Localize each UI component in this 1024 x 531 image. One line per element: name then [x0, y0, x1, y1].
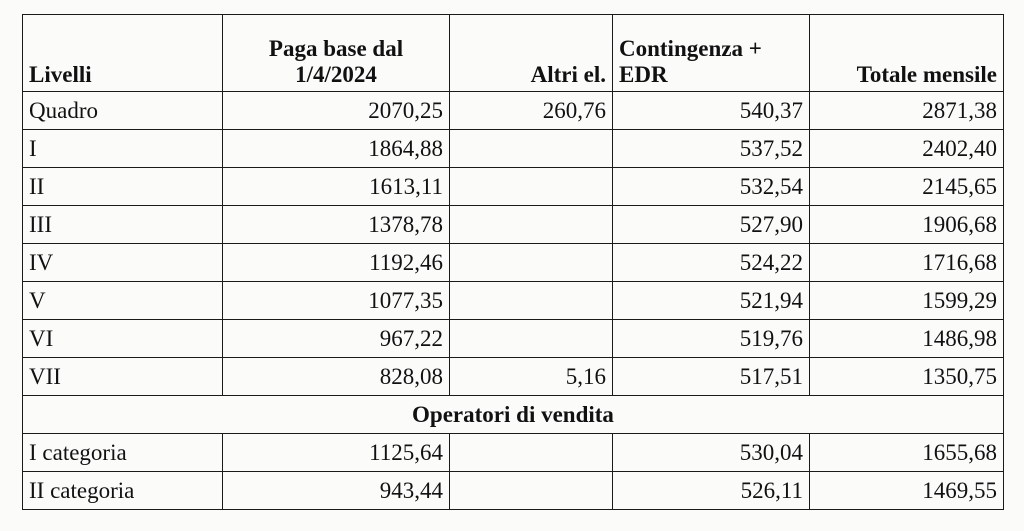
cell-contingenza: 540,37 [613, 92, 810, 130]
cell-totale: 1906,68 [810, 206, 1004, 244]
cell-paga: 1192,46 [223, 244, 450, 282]
cell-altri [450, 244, 613, 282]
cell-totale: 2871,38 [810, 92, 1004, 130]
table-row [23, 282, 1004, 320]
cell-altri [450, 168, 613, 206]
cell-totale: 1469,55 [810, 472, 1004, 510]
header-contingenza [613, 15, 810, 92]
table-row [23, 130, 1004, 168]
cell-totale: 1350,75 [810, 358, 1004, 396]
cell-totale: 1599,29 [810, 282, 1004, 320]
cell-livello: II [23, 168, 223, 206]
table-row [23, 92, 1004, 130]
cell-paga: 828,08 [223, 358, 450, 396]
section-row [23, 396, 1004, 434]
table-row [23, 244, 1004, 282]
cell-paga: 1077,35 [223, 282, 450, 320]
cell-livello: Quadro [23, 92, 223, 130]
table-row [23, 358, 1004, 396]
header-paga-base [223, 15, 450, 92]
cell-contingenza: 527,90 [613, 206, 810, 244]
cell-livello: VII [23, 358, 223, 396]
cell-livello: I categoria [23, 434, 223, 472]
cell-contingenza: 530,04 [613, 434, 810, 472]
header-paga-line2: 1/4/2024 [295, 61, 377, 87]
table-row [23, 168, 1004, 206]
cell-totale: 2402,40 [810, 130, 1004, 168]
cell-contingenza: 537,52 [613, 130, 810, 168]
cell-livello: V [23, 282, 223, 320]
cell-totale: 1655,68 [810, 434, 1004, 472]
cell-contingenza: 517,51 [613, 358, 810, 396]
header-totale: Totale mensile [810, 15, 1004, 92]
section-title: Operatori di vendita [23, 396, 1004, 434]
cell-paga: 2070,25 [223, 92, 450, 130]
header-cont-line1: Contingenza + [619, 36, 762, 62]
cell-paga: 1125,64 [223, 434, 450, 472]
cell-paga: 1378,78 [223, 206, 450, 244]
cell-altri [450, 282, 613, 320]
cell-livello: I [23, 130, 223, 168]
header-paga-line1: Paga base dal [268, 36, 404, 62]
cell-totale: 1486,98 [810, 320, 1004, 358]
cell-contingenza: 524,22 [613, 244, 810, 282]
cell-paga: 967,22 [223, 320, 450, 358]
cell-contingenza: 521,94 [613, 282, 810, 320]
header-altri: Altri el. [450, 15, 613, 92]
cell-livello: VI [23, 320, 223, 358]
cell-altri [450, 130, 613, 168]
cell-paga: 1864,88 [223, 130, 450, 168]
cell-contingenza: 532,54 [613, 168, 810, 206]
cell-paga: 943,44 [223, 472, 450, 510]
cell-altri [450, 472, 613, 510]
salary-table [22, 14, 1004, 510]
cell-altri [450, 320, 613, 358]
header-row [23, 15, 1004, 92]
cell-livello: III [23, 206, 223, 244]
cell-totale: 2145,65 [810, 168, 1004, 206]
cell-contingenza: 526,11 [613, 472, 810, 510]
cell-altri [450, 206, 613, 244]
table-row [23, 434, 1004, 472]
cell-altri: 260,76 [450, 92, 613, 130]
cell-livello: II categoria [23, 472, 223, 510]
cell-paga: 1613,11 [223, 168, 450, 206]
cell-altri: 5,16 [450, 358, 613, 396]
cell-livello: IV [23, 244, 223, 282]
table-row [23, 206, 1004, 244]
cell-contingenza: 519,76 [613, 320, 810, 358]
cell-altri [450, 434, 613, 472]
header-cont-line2: EDR [619, 61, 668, 87]
table-row [23, 320, 1004, 358]
header-livelli: Livelli [23, 15, 223, 92]
table-row [23, 472, 1004, 510]
cell-totale: 1716,68 [810, 244, 1004, 282]
